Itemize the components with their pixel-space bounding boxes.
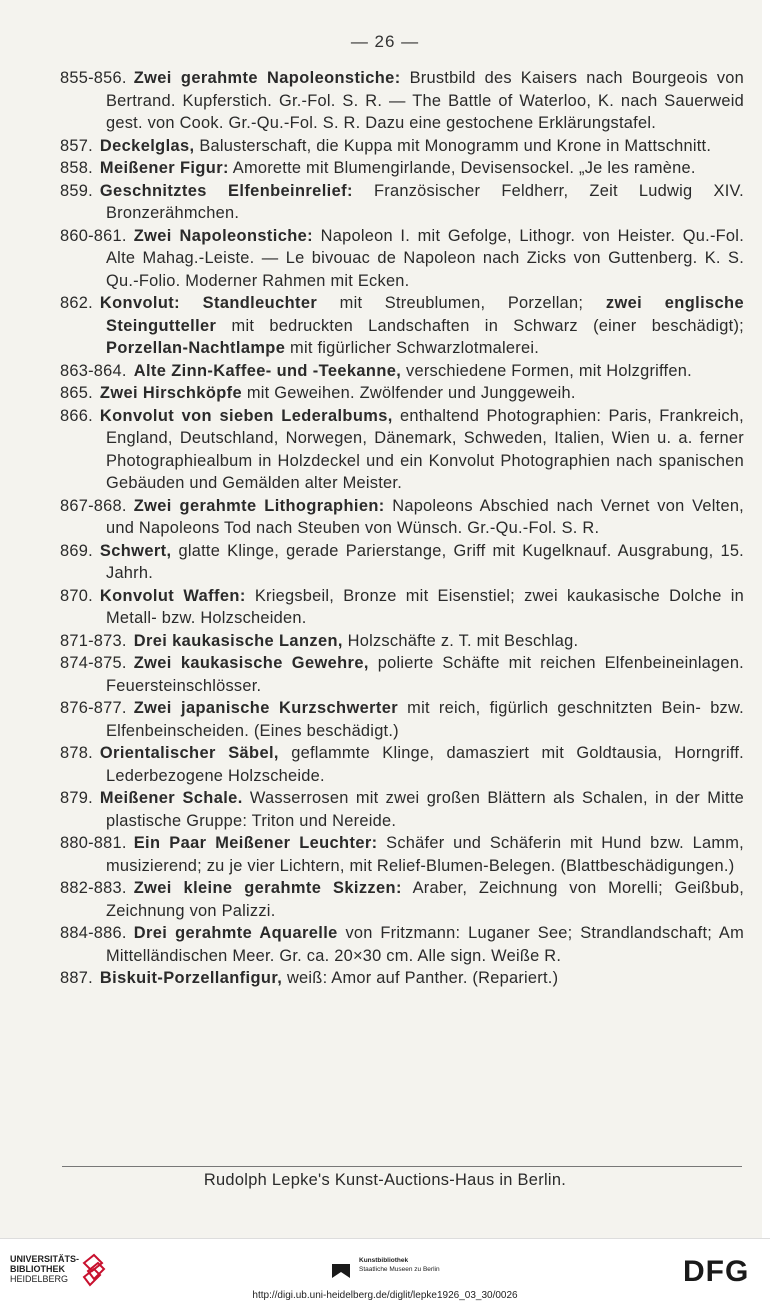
lot-description: Kriegsbeil, Bronze mit Eisenstiel; zwei kaukasische Dolche in Metall- bzw. Holzscheiden. bbox=[106, 586, 744, 627]
lot-description: mit figürlicher Schwarzlotmalerei. bbox=[285, 339, 540, 357]
lot-description: Araber, Zeichnung von Morelli; Geißbub, Zeichnung von Palizzi. bbox=[106, 879, 744, 920]
lot-description: mit Streublumen, Porzellan; bbox=[317, 294, 584, 312]
lot-title: Zwei Hirschköpfe bbox=[99, 384, 243, 402]
lot-number: 858. bbox=[60, 159, 93, 177]
lot-description: geflammte Klinge, damasziert mit Goldtausia, Horngriff. Lederbezogene Holzscheide. bbox=[106, 744, 744, 785]
page-number: — 26 — bbox=[350, 32, 420, 51]
lot-number: 863-864. bbox=[60, 361, 127, 380]
ub-line: HEIDELBERG bbox=[10, 1274, 69, 1284]
lot-number: 865. bbox=[60, 384, 93, 402]
lot-title: Zwei japanische Kurzschwerter bbox=[133, 699, 399, 717]
kb-line: Kunstbibliothek bbox=[359, 1257, 409, 1264]
lot-title-tertiary: Porzellan-Nachtlampe bbox=[106, 339, 286, 357]
lot-number: 866. bbox=[60, 406, 93, 425]
catalog-entry bbox=[60, 292, 744, 360]
catalog-entry bbox=[60, 382, 744, 405]
lot-description: glatte Klinge, gerade Parierstange, Griff mit Kugelknauf. Ausgrabung, 15. Jahrh. bbox=[106, 541, 744, 582]
lot-number: 874-875. bbox=[60, 654, 127, 672]
catalog-entry bbox=[60, 742, 744, 787]
lot-number: 869. bbox=[60, 541, 93, 560]
catalog-entry bbox=[60, 225, 744, 293]
lot-number: 860-861. bbox=[60, 226, 127, 245]
heidelberg-logo-icon[interactable] bbox=[80, 1253, 106, 1291]
lot-description: Schäfer und Schäferin mit Hund bzw. Lamm, musizierend; zu je vier Lichtern, mit Relief-Blumen-Belegen. (Blattbeschädigungen.) bbox=[106, 834, 744, 875]
kunstbibliothek-label[interactable] bbox=[359, 1256, 440, 1274]
lot-number: 857. bbox=[60, 136, 93, 155]
catalog-entry bbox=[60, 652, 744, 697]
lot-number: 878. bbox=[60, 744, 93, 762]
permalink-url[interactable]: http://digi.ub.uni-heidelberg.de/diglit/lepke1926_03_30/0026 bbox=[252, 1290, 518, 1301]
lot-description: Wasserrosen mit zwei großen Blättern als Schalen, in der Mitte plastische Gruppe: Triton und Nereide. bbox=[106, 789, 744, 830]
lot-title: Geschnitztes Elfenbeinrelief: bbox=[99, 181, 353, 200]
lot-title: Zwei Napoleonstiche: bbox=[133, 226, 314, 245]
lot-description: enthaltend Photographien: Paris, Frankreich, England, Deutschland, Norwegen, Dänemark, Schweden, Italien, Wien u. a. ferner Photographiealbum in Holzdeckel und ein Konvolut Photographien nach spanischen Gebäuden und Gemälden alter Meister. bbox=[106, 406, 744, 492]
lot-number: 859. bbox=[60, 181, 93, 200]
lot-title: Meißener Schale. bbox=[99, 789, 243, 807]
lot-number: 862. bbox=[60, 294, 93, 312]
lot-description: mit reich, figürlich geschnitzten Bein- bzw. Elfenbeinscheiden. (Eines beschädigt.) bbox=[106, 699, 744, 740]
lot-title: Konvolut: Standleuchter bbox=[99, 294, 318, 312]
lot-description: weiß: Amor auf Panther. (Repariert.) bbox=[282, 969, 559, 987]
lot-number: 879. bbox=[60, 789, 93, 807]
university-library-label[interactable] bbox=[10, 1254, 79, 1284]
catalog-entry bbox=[60, 405, 744, 495]
catalog-entry bbox=[60, 630, 744, 653]
catalog-entry bbox=[60, 495, 744, 540]
lot-description: mit Geweihen. Zwölfender und Junggeweih. bbox=[242, 384, 576, 402]
lot-title: Schwert, bbox=[99, 541, 172, 560]
lot-title: Zwei gerahmte Lithographien: bbox=[133, 496, 385, 515]
catalog-entry bbox=[60, 157, 744, 180]
lot-description: Napoleon I. mit Gefolge, Lithogr. von Heister. Qu.-Fol. Alte Mahag.-Leiste. — Le bivouac de Napoleon nach Zicks von Guttenberg. K. S. Qu.-Folio. Moderner Rahmen mit Ecken. bbox=[106, 226, 744, 290]
catalog-entry bbox=[60, 135, 744, 158]
lot-title: Zwei kaukasische Gewehre, bbox=[133, 654, 369, 672]
lot-description: Balusterschaft, die Kuppa mit Monogramm und Krone in Mattschnitt. bbox=[194, 136, 712, 155]
lot-title-secondary: zwei englische Steingutteller bbox=[106, 294, 744, 335]
lot-title: Drei gerahmte Aquarelle bbox=[133, 924, 338, 942]
lot-description: Napoleons Abschied nach Vernet von Velten, und Napoleons Tod nach Steuben von Wünsch. Gr.-Qu.-Fol. S. R. bbox=[106, 496, 744, 537]
catalog-entry bbox=[60, 540, 744, 585]
lot-title: Alte Zinn-Kaffee- und -Teekanne, bbox=[133, 361, 402, 380]
lot-description: Brustbild des Kaisers nach Bourgeois von Bertrand. Kupferstich. Gr.-Fol. S. R. — The Battle of Waterloo, K. nach Sauerweid gest. von Cook. Gr.-Qu.-Fol. S. R. Dazu eine gestochene Erklärungstafel. bbox=[106, 69, 745, 132]
catalog-entry bbox=[60, 360, 744, 383]
dfg-logo[interactable]: DFG bbox=[683, 1255, 750, 1288]
lot-description: verschiedene Formen, mit Holzgriffen. bbox=[401, 361, 692, 380]
lot-number: 880-881. bbox=[60, 834, 127, 852]
lot-description: mit bedruckten Landschaften in Schwarz (einer beschädigt); bbox=[216, 316, 744, 335]
lot-title: Ein Paar Meißener Leuchter: bbox=[133, 834, 378, 852]
lot-title: Drei kaukasische Lanzen, bbox=[133, 631, 343, 650]
catalog-entry bbox=[60, 67, 744, 135]
lot-number: 870. bbox=[60, 586, 93, 605]
lot-number: 855-856. bbox=[60, 69, 127, 87]
lot-description: Amorette mit Blumengirlande, Devisensockel. „Je les ramène. bbox=[228, 159, 696, 177]
lot-number: 884-886. bbox=[60, 924, 127, 942]
catalog-entry bbox=[60, 697, 744, 742]
lot-title: Biskuit-Porzellanfigur, bbox=[99, 969, 283, 987]
kb-line: Staatliche Museen zu Berlin bbox=[359, 1266, 440, 1273]
catalog-entry bbox=[60, 832, 744, 877]
lot-number: 887. bbox=[60, 969, 93, 987]
catalog-entry bbox=[60, 877, 744, 922]
kunstbibliothek-logo-icon[interactable] bbox=[330, 1262, 352, 1280]
catalog-entry bbox=[60, 180, 744, 225]
catalog-entry bbox=[60, 787, 744, 832]
lot-number: 882-883. bbox=[60, 879, 127, 897]
catalog-entry bbox=[60, 585, 744, 630]
lot-description: Französischer Feldherr, Zeit Ludwig XIV. Bronzerähmchen. bbox=[106, 181, 744, 222]
lot-title: Deckelglas, bbox=[99, 136, 195, 155]
lot-number: 867-868. bbox=[60, 496, 127, 515]
publisher-footer: Rudolph Lepke's Kunst-Auctions-Haus in Berlin. bbox=[203, 1171, 567, 1189]
lot-title: Zwei kleine gerahmte Skizzen: bbox=[133, 879, 402, 897]
lot-title: Konvolut von sieben Lederalbums, bbox=[99, 406, 393, 425]
lot-description: polierte Schäfte mit reichen Elfenbeineinlagen. Feuersteinschlösser. bbox=[106, 654, 744, 695]
lot-title: Meißener Figur: bbox=[99, 159, 229, 177]
catalog-entry bbox=[60, 967, 744, 990]
lot-number: 876-877. bbox=[60, 699, 127, 717]
catalog-entries bbox=[60, 67, 744, 990]
lot-number: 871-873. bbox=[60, 631, 127, 650]
catalog-entry bbox=[60, 922, 744, 967]
ub-line: BIBLIOTHEK bbox=[10, 1264, 65, 1274]
lot-title: Orientalischer Säbel, bbox=[99, 744, 279, 762]
lot-title: Konvolut Waffen: bbox=[99, 586, 246, 605]
lot-description: von Fritzmann: Luganer See; Strandlandschaft; Am Mittelländischen Meer. Gr. ca. 20×30 cm. Alle sign. Weiße R. bbox=[106, 924, 744, 965]
ub-line: UNIVERSITÄTS- bbox=[10, 1254, 80, 1264]
lot-title: Zwei gerahmte Napoleonstiche: bbox=[133, 69, 401, 87]
footer-divider bbox=[62, 1166, 742, 1167]
lot-description: Holzschäfte z. T. mit Beschlag. bbox=[342, 631, 579, 650]
